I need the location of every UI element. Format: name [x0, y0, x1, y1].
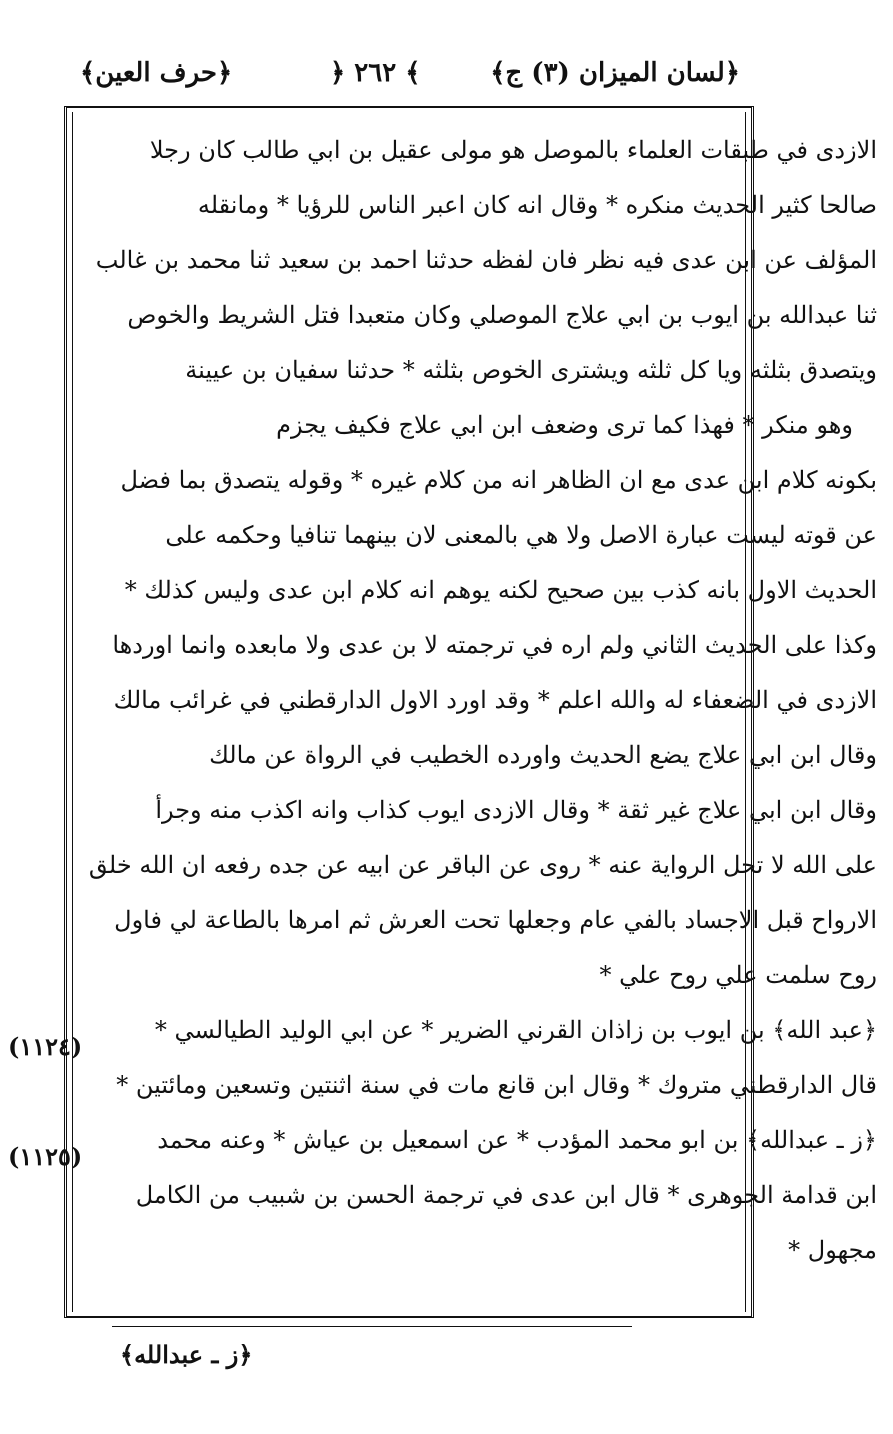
chapter-header: ﴿حرف العين﴾: [80, 58, 233, 88]
page-header: [80, 50, 740, 100]
entry-number: (١١٢٥): [8, 1142, 83, 1171]
text-line: ثنا عبدالله بن ايوب بن ابي علاج الموصلي وكان متعبدا فتل الشريط والخوص: [127, 301, 877, 329]
text-line: ابن قدامة الجوهرى * قال ابن عدى في ترجمة الحسن بن شبيب من الكامل: [135, 1181, 877, 1209]
book-title-header: ﴿لسان الميزان (٣) ج﴾: [490, 58, 740, 88]
footer-rule: [112, 1326, 632, 1327]
text-line: عن قوته ليست عبارة الاصل ولا هي بالمعنى لان بينهما تنافيا وحكمه على: [165, 521, 877, 549]
footer-catchword: ﴿ز ـ عبدالله﴾: [120, 1340, 253, 1369]
text-line: بكونه كلام ابن عدى مع ان الظاهر انه من كلام غيره * وقوله يتصدق بما فضل: [120, 466, 877, 494]
text-line: وقال ابن ابي علاج غير ثقة * وقال الازدى ايوب كذاب وانه اكذب منه وجرأ: [155, 796, 877, 824]
page-number: ﴿ ٢٦٢ ﴾: [330, 58, 421, 88]
text-line: الازدى في طبقات العلماء بالموصل هو مولى عقيل بن ابي طالب كان رجلا: [149, 136, 877, 164]
text-line: وكذا على الحديث الثاني ولم اره في ترجمته لا بن عدى ولا مابعده وانما اوردها: [112, 631, 877, 659]
text-line: صالحا كثير الحديث منكره * وقال انه كان اعبر الناس للرؤيا * ومانقله: [197, 191, 877, 219]
text-line: وهو منكر * فهذا كما ترى وضعف ابن ابي علاج فكيف يجزم: [276, 411, 853, 439]
text-line: الحديث الاول بانه كذب بين صحيح لكنه يوهم انه كلام ابن عدى وليس كذلك *: [124, 576, 877, 604]
text-line: قال الدارقطني متروك * وقال ابن قانع مات في سنة اثنتين وتسعين ومائتين *: [116, 1071, 877, 1099]
entry-heading-line: ﴿عبد الله﴾ بن ايوب بن زاذان القرني الضرير * عن ابي الوليد الطيالسي *: [154, 1016, 877, 1044]
entry-heading-line: ﴿ز ـ عبدالله﴾ بن ابو محمد المؤدب * عن اسمعيل بن عياش * وعنه محمد: [157, 1126, 877, 1154]
text-line: الازدى في الضعفاء له والله اعلم * وقد اورد الاول الدارقطني في غرائب مالك: [113, 686, 877, 714]
text-line: مجهول *: [788, 1236, 877, 1264]
text-line: الارواح قبل الاجساد بالفي عام وجعلها تحت العرش ثم امرها بالطاعة لي فاول: [114, 906, 877, 934]
text-line: روح سلمت علي روح علي *: [599, 961, 877, 989]
text-line: ويتصدق بثلثه ويا كل ثلثه ويشترى الخوص بثلثه * حدثنا سفيان بن عيينة: [185, 356, 877, 384]
entry-number: (١١٢٤): [8, 1032, 83, 1061]
text-line: المؤلف عن ابن عدى فيه نظر فان لفظه حدثنا احمد بن سعيد ثنا محمد بن غالب: [95, 246, 877, 274]
text-line: على الله لا تحل الرواية عنه * روى عن الباقر عن ابيه عن جده رفعه ان الله خلق: [88, 851, 877, 879]
text-line: وقال ابن ابي علاج يضع الحديث واورده الخطيب في الرواة عن مالك: [209, 741, 877, 769]
